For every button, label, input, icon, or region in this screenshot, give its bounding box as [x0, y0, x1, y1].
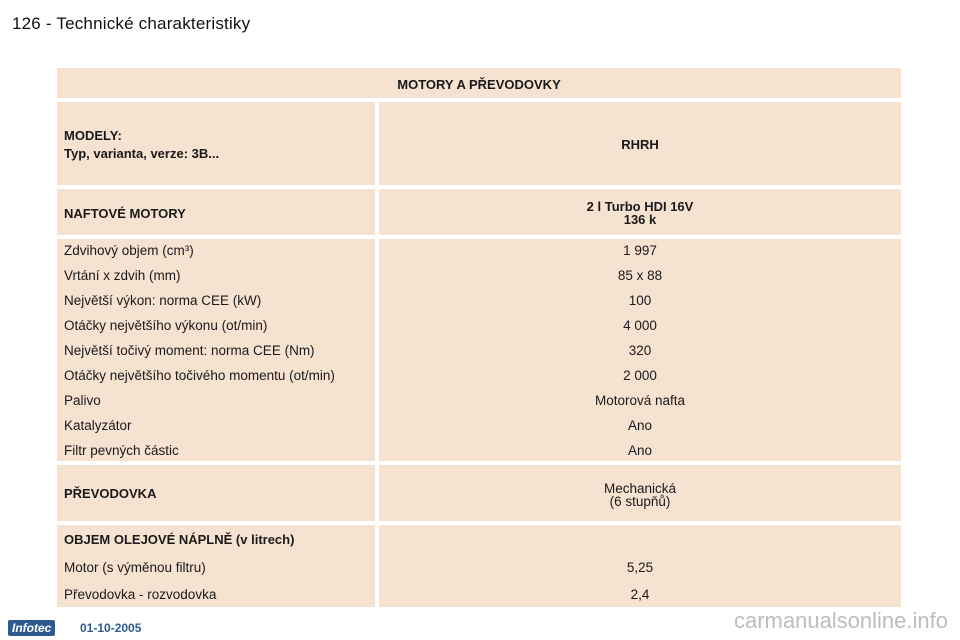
oil-label: Motor (s výměnou filtru)	[64, 560, 206, 575]
table-row	[57, 556, 901, 581]
table-row	[57, 364, 901, 389]
engine-name: 2 l Turbo HDI 16V	[586, 199, 694, 214]
table-row	[57, 439, 901, 464]
page-title: 126 - Technické charakteristiky	[12, 14, 251, 33]
table-row	[57, 583, 901, 608]
table-row	[57, 264, 901, 289]
models-value: RHRH	[621, 137, 659, 152]
infotec-logo: Infotec	[8, 620, 55, 636]
table-row	[57, 239, 901, 264]
gearbox-value-cell	[379, 465, 901, 521]
models-value-cell	[379, 102, 901, 185]
models-row	[57, 102, 901, 185]
spec-value: Motorová nafta	[594, 393, 686, 408]
table-row	[57, 289, 901, 314]
spec-value: Ano	[627, 443, 653, 458]
spec-value: 320	[628, 343, 652, 358]
gearbox-row	[57, 465, 901, 521]
gearbox-label: PŘEVODOVKA	[64, 486, 157, 501]
spec-value: 4 000	[623, 318, 657, 333]
engines-label: NAFTOVÉ MOTORY	[64, 206, 186, 221]
models-label-cell	[57, 102, 375, 185]
models-label: MODELY:	[64, 128, 122, 143]
spec-value: 100	[628, 293, 652, 308]
table-title: MOTORY A PŘEVODOVKY	[397, 77, 561, 92]
models-sublabel: Typ, varianta, verze: 3B...	[64, 146, 220, 161]
oil-value: 2,4	[630, 587, 650, 602]
gearbox-type: Mechanická	[603, 481, 677, 496]
spec-value: 1 997	[623, 243, 657, 258]
watermark: carmanualsonline.info	[733, 608, 948, 633]
spec-label: Největší točivý moment: norma CEE (Nm)	[64, 343, 315, 358]
spec-value: Ano	[627, 418, 653, 433]
footer-date: 01-10-2005	[80, 621, 142, 635]
spec-label: Největší výkon: norma CEE (kW)	[64, 293, 262, 308]
spec-label: Otáčky největšího točivého momentu (ot/min)	[64, 368, 335, 383]
gearbox-gears: (6 stupňů)	[609, 494, 671, 509]
spec-label: Katalyzátor	[64, 418, 132, 433]
oil-heading: OBJEM OLEJOVÉ NÁPLNĚ (v litrech)	[64, 532, 295, 547]
spec-label: Zdvihový objem (cm³)	[64, 243, 194, 258]
spec-label: Palivo	[64, 393, 101, 408]
spec-label: Otáčky největšího výkonu (ot/min)	[64, 318, 268, 333]
engines-row	[57, 189, 901, 235]
table-header	[57, 68, 901, 98]
table-row	[57, 414, 901, 439]
spec-label: Vrtání x zdvih (mm)	[64, 268, 181, 283]
table-row	[57, 339, 901, 364]
table-row	[57, 314, 901, 339]
oil-label: Převodovka - rozvodovka	[64, 587, 217, 602]
spec-label: Filtr pevných částic	[64, 443, 179, 458]
engine-power: 136 k	[623, 212, 657, 227]
spec-value: 85 x 88	[617, 268, 663, 283]
engines-value-cell	[379, 189, 901, 235]
spec-value: 2 000	[623, 368, 657, 383]
gearbox-label-cell	[57, 465, 375, 521]
table-row	[57, 389, 901, 414]
oil-block	[57, 525, 901, 607]
oil-value: 5,25	[626, 560, 654, 575]
specs-block	[57, 239, 901, 461]
engines-label-cell	[57, 189, 375, 235]
